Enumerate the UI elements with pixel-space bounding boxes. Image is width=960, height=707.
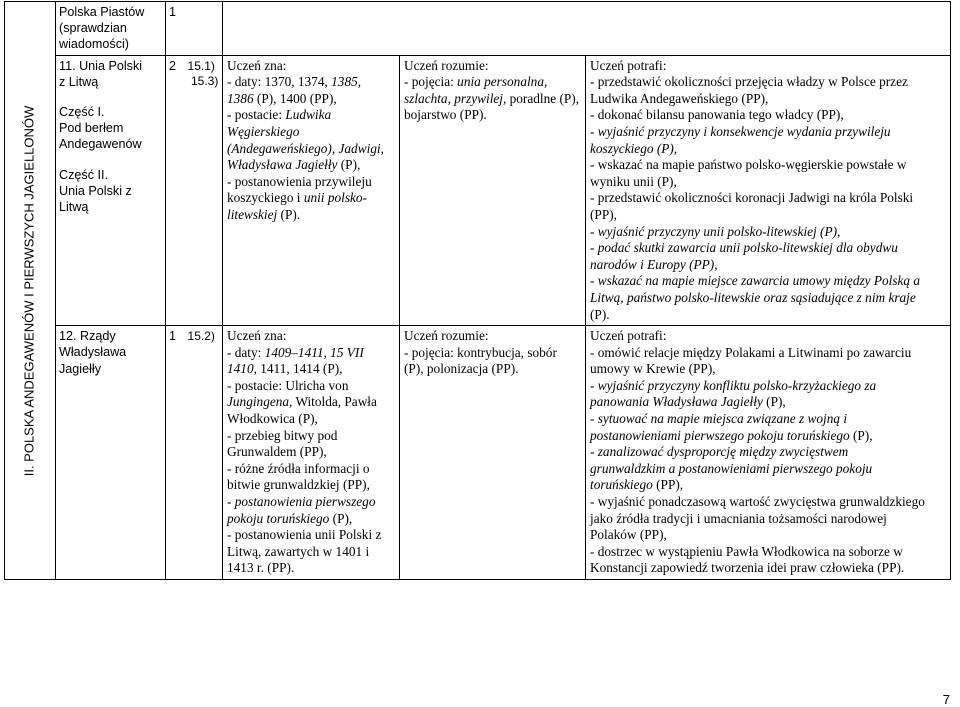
row1-hours-cell (166, 55, 223, 326)
row1-can-line (590, 240, 947, 257)
row2-can-line (590, 511, 947, 528)
row1-can-text: Ludwika Andegaweńskiego (PP), (590, 90, 769, 106)
row2-knows-text: Grunwaldem (PP), (227, 444, 327, 460)
row2-knows-text: - różne źródła informacji o (227, 460, 370, 476)
row2-can-line (590, 428, 947, 445)
summary-hours: 1 (169, 5, 177, 19)
row2-knows-text: 1413 r. (PP). (227, 560, 295, 576)
row1-topic-line: Andegawenów (59, 137, 142, 152)
row2-knows-text: - postanowienia unii Polski z (227, 527, 382, 543)
summary-row (5, 2, 951, 56)
row2-knows-line (227, 361, 396, 378)
row1-knows-cell (223, 55, 400, 326)
row2-knows-line (227, 378, 396, 395)
row2-can-text: Polaków (PP), (590, 527, 667, 543)
row1-can-text: - wskazać na mapie państwo polsko-węgierskie powstałe w (590, 157, 907, 173)
row2-knows-text: - postacie: Ulricha von (227, 377, 349, 393)
row1-knows-text: (P), 1400 (PP), (253, 90, 337, 106)
row1-can-line (590, 107, 947, 124)
row1-understands-text: bojarstwo (PP). (404, 107, 487, 123)
row1-can-line (590, 273, 947, 290)
row2-can-heading: Uczeń potrafi: (590, 328, 667, 344)
summary-topic-line: wiadomości) (59, 37, 129, 52)
row2-knows-text: Włodkowica (P), (227, 411, 318, 427)
row1-can-line (590, 190, 947, 207)
summary-topic-cell (56, 2, 166, 56)
row1-hours: 2 (169, 58, 177, 73)
row1-ref: 15.1) (187, 58, 215, 73)
row1-topic-spacer (59, 90, 162, 104)
row2-knows-text: bitwie grunwaldzkiej (PP), (227, 477, 370, 493)
row2-knows-list (227, 345, 396, 577)
row1-topic-line: Część II. (59, 167, 108, 182)
row2-topic-cell (56, 326, 166, 580)
lesson-row-12 (5, 326, 951, 580)
row1-knows-text: (P). (277, 206, 301, 222)
row1-can-text: Litwą, państwo polsko-litewskie oraz sąsiadujące z nim kraje (590, 289, 916, 305)
row1-can-text: - przedstawić okoliczności przejęcia władzy w Polsce przez (590, 74, 908, 90)
row2-can-text: umowy w Krewie (PP), (590, 361, 716, 377)
row1-knows-text: - postanowienia przywileju (227, 173, 372, 189)
row1-topic-line: Pod berłem (59, 121, 124, 136)
row1-can-text: koszyckiego (P), (590, 140, 678, 156)
row1-topic-line: 11. Unia Polski (59, 58, 143, 73)
row1-can-line (590, 141, 947, 158)
row2-can-list (590, 345, 947, 577)
row1-understands-text: poradlne (P), (506, 90, 580, 106)
row1-can-cell (586, 55, 951, 326)
row1-can-heading: Uczeń potrafi: (590, 57, 667, 73)
row1-can-line (590, 174, 947, 191)
row1-knows-text: Węgierskiego (227, 123, 300, 139)
row2-knows-cell (223, 326, 400, 580)
row2-can-text: postanowieniami pierwszego pokoju toruńskiego (590, 427, 850, 443)
row1-can-line (590, 74, 947, 91)
row2-knows-heading: Uczeń zna: (227, 328, 287, 344)
row1-can-text: - dokonać bilansu panowania tego władcy (PP), (590, 107, 844, 123)
row2-can-line (590, 560, 947, 577)
row1-understands-text: - pojęcia: (404, 74, 458, 90)
row1-knows-text: (P), (337, 157, 361, 173)
row2-can-line (590, 544, 947, 561)
row2-can-line (590, 527, 947, 544)
row1-can-line (590, 257, 947, 274)
row1-can-list (590, 74, 947, 323)
row1-can-text: - wyjaśnić przyczyny unii polsko-litewskiej (P), (590, 223, 841, 239)
row2-knows-text: Jungingena, (227, 394, 293, 410)
row2-knows-line (227, 544, 396, 561)
row1-knows-heading: Uczeń zna: (227, 57, 287, 73)
row1-topic-line: Część I. (59, 105, 105, 120)
row2-can-text: toruńskiego (590, 477, 653, 493)
row2-can-text: (PP), (652, 477, 684, 493)
row2-knows-text: pokoju toruńskiego (227, 510, 330, 526)
row2-knows-line (227, 444, 396, 461)
row2-understands-heading: Uczeń rozumie: (404, 328, 489, 344)
row2-can-line (590, 345, 947, 362)
summary-empty-cell (223, 2, 951, 56)
row1-topic-line: z Litwą (59, 74, 99, 89)
row2-knows-text: - daty: (227, 344, 265, 360)
row1-can-text: wyniku unii (P), (590, 173, 677, 189)
row1-can-line (590, 157, 947, 174)
row1-can-text: (P). (590, 306, 610, 322)
row2-understands-text: - pojęcia: kontrybucja, sobór (404, 344, 557, 360)
row1-topic-cell (56, 55, 166, 326)
row2-can-text: (P), (762, 394, 786, 410)
row2-knows-line (227, 477, 396, 494)
row1-topic-line: Unia Polski z (59, 183, 132, 198)
row2-knows-line (227, 411, 396, 428)
row2-can-text: - zanalizować dysproporcję między zwycięstwem (590, 444, 849, 460)
row2-knows-line (227, 428, 396, 445)
summary-topic-line: Polska Piastów (59, 5, 145, 19)
row1-can-line (590, 124, 947, 141)
row2-can-line (590, 477, 947, 494)
row2-can-text: - wyjaśnić ponadczasową wartość zwycięstwa grunwaldzkiego (590, 494, 925, 510)
row2-can-line (590, 361, 947, 378)
row2-can-line (590, 444, 947, 461)
row1-can-text: - wyjaśnić przyczyny i konsekwencje wydania przywileju (590, 123, 891, 139)
row2-can-text: (P), (849, 427, 873, 443)
row1-knows-text: 1386 (227, 90, 254, 106)
row1-knows-text: Ludwika (285, 107, 332, 123)
row2-hours-cell (166, 326, 223, 580)
row1-can-text: (PP), (590, 206, 617, 222)
row1-understands-heading: Uczeń rozumie: (404, 57, 489, 73)
row2-knows-line (227, 527, 396, 544)
row2-can-cell (586, 326, 951, 580)
row1-can-text: narodów i Europy (PP), (590, 256, 718, 272)
curriculum-table (4, 1, 951, 580)
row1-can-line (590, 91, 947, 108)
row1-can-line (590, 224, 947, 241)
row1-knows-text: 1385, (331, 74, 362, 90)
row1-understands-cell (400, 55, 586, 326)
page-number: 7 (942, 692, 950, 707)
row1-knows-text: koszyckiego i (227, 190, 304, 206)
row2-can-text: jako źródła tradycji i umacniania tożsamości narodowej (590, 510, 887, 526)
row1-can-line (590, 307, 947, 324)
row2-knows-text: - przebieg bitwy pod (227, 427, 338, 443)
row2-can-text: grunwaldzkim a postanowieniami pierwszego pokoju (590, 460, 873, 476)
row1-knows-text: - postacie: (227, 107, 286, 123)
row2-can-text: panowania Władysława Jagiełły (590, 394, 763, 410)
section-label-cell (5, 2, 56, 580)
row1-understands-text: unia personalna, (457, 74, 548, 90)
row1-understands-text: szlachta, przywilej, (404, 90, 507, 106)
row1-can-line (590, 207, 947, 224)
row2-can-line (590, 394, 947, 411)
summary-topic-line: (sprawdzian (59, 21, 127, 36)
row1-knows-text: unii polsko- (303, 190, 367, 206)
row1-ref: 15.3) (191, 73, 219, 88)
section-label: II. POLSKA ANDEGAWENÓW I PIERWSZYCH JAGIELLONÓW (21, 105, 37, 476)
row2-can-line (590, 411, 947, 428)
row2-can-line (590, 494, 947, 511)
row2-can-text: - omówić relacje między Polakami a Litwinami po zawarciu (590, 344, 912, 360)
row2-can-text: - wyjaśnić przyczyny konfliktu polsko-krzyżackiego za (590, 377, 877, 393)
row1-can-text: - podać skutki zawarcia unii polsko-litewskiej dla obydwu (590, 240, 898, 256)
row2-knows-text: (P), (329, 510, 353, 526)
row1-can-text: - wskazać na mapie miejsce zawarcia umowy między Polską a (590, 273, 921, 289)
row2-ref: 15.2) (187, 329, 215, 344)
row2-knows-line (227, 461, 396, 478)
row2-understands-text: (P), polonizacja (PP). (404, 361, 519, 377)
row2-knows-text: Litwą, zawartych w 1401 i (227, 543, 370, 559)
row1-knows-text: (Andegaweńskiego), Jadwigi, (227, 140, 384, 156)
row2-knows-text: - postanowienia pierwszego (227, 494, 376, 510)
row2-can-text: - dostrzec w wystąpieniu Pawła Włodkowica na soborze w (590, 543, 903, 559)
row2-knows-line (227, 345, 396, 362)
row2-knows-line (227, 511, 396, 528)
row2-hours: 1 (169, 329, 177, 344)
lesson-row-11 (5, 55, 951, 326)
row2-can-line (590, 378, 947, 395)
row1-can-line (590, 290, 947, 307)
row2-can-text: - sytuować na mapie miejsca związane z wojną i (590, 411, 848, 427)
row1-knows-text: - daty: 1370, 1374, (227, 74, 332, 90)
row2-topic-line: 12. Rządy (59, 329, 116, 344)
row2-knows-line (227, 560, 396, 577)
row2-knows-text: 1410, (227, 361, 257, 377)
row2-knows-text: 1409–1411, 15 VII (264, 344, 364, 360)
row1-can-text: - przedstawić okoliczności koronacji Jadwigi na króla Polski (590, 190, 914, 206)
row2-knows-text: 1411, 1414 (P), (256, 361, 343, 377)
row1-knows-text: Władysława Jagiełły (227, 157, 338, 173)
row2-can-text: Konstancji zapowiedź tworzenia idei praw człowieka (PP). (590, 560, 905, 576)
row2-understands-cell (400, 326, 586, 580)
row1-knows-text: litewskiej (227, 206, 278, 222)
row2-can-line (590, 461, 947, 478)
row2-knows-line (227, 394, 396, 411)
row2-knows-line (227, 494, 396, 511)
row1-topic-spacer (59, 153, 162, 167)
row2-topic-line: Władysława (59, 345, 127, 360)
row1-topic-line: Litwą (59, 200, 89, 215)
summary-hours-cell (166, 2, 223, 56)
row2-topic-line: Jagiełły (59, 361, 101, 376)
row2-knows-text: Witolda, Pawła (292, 394, 377, 410)
